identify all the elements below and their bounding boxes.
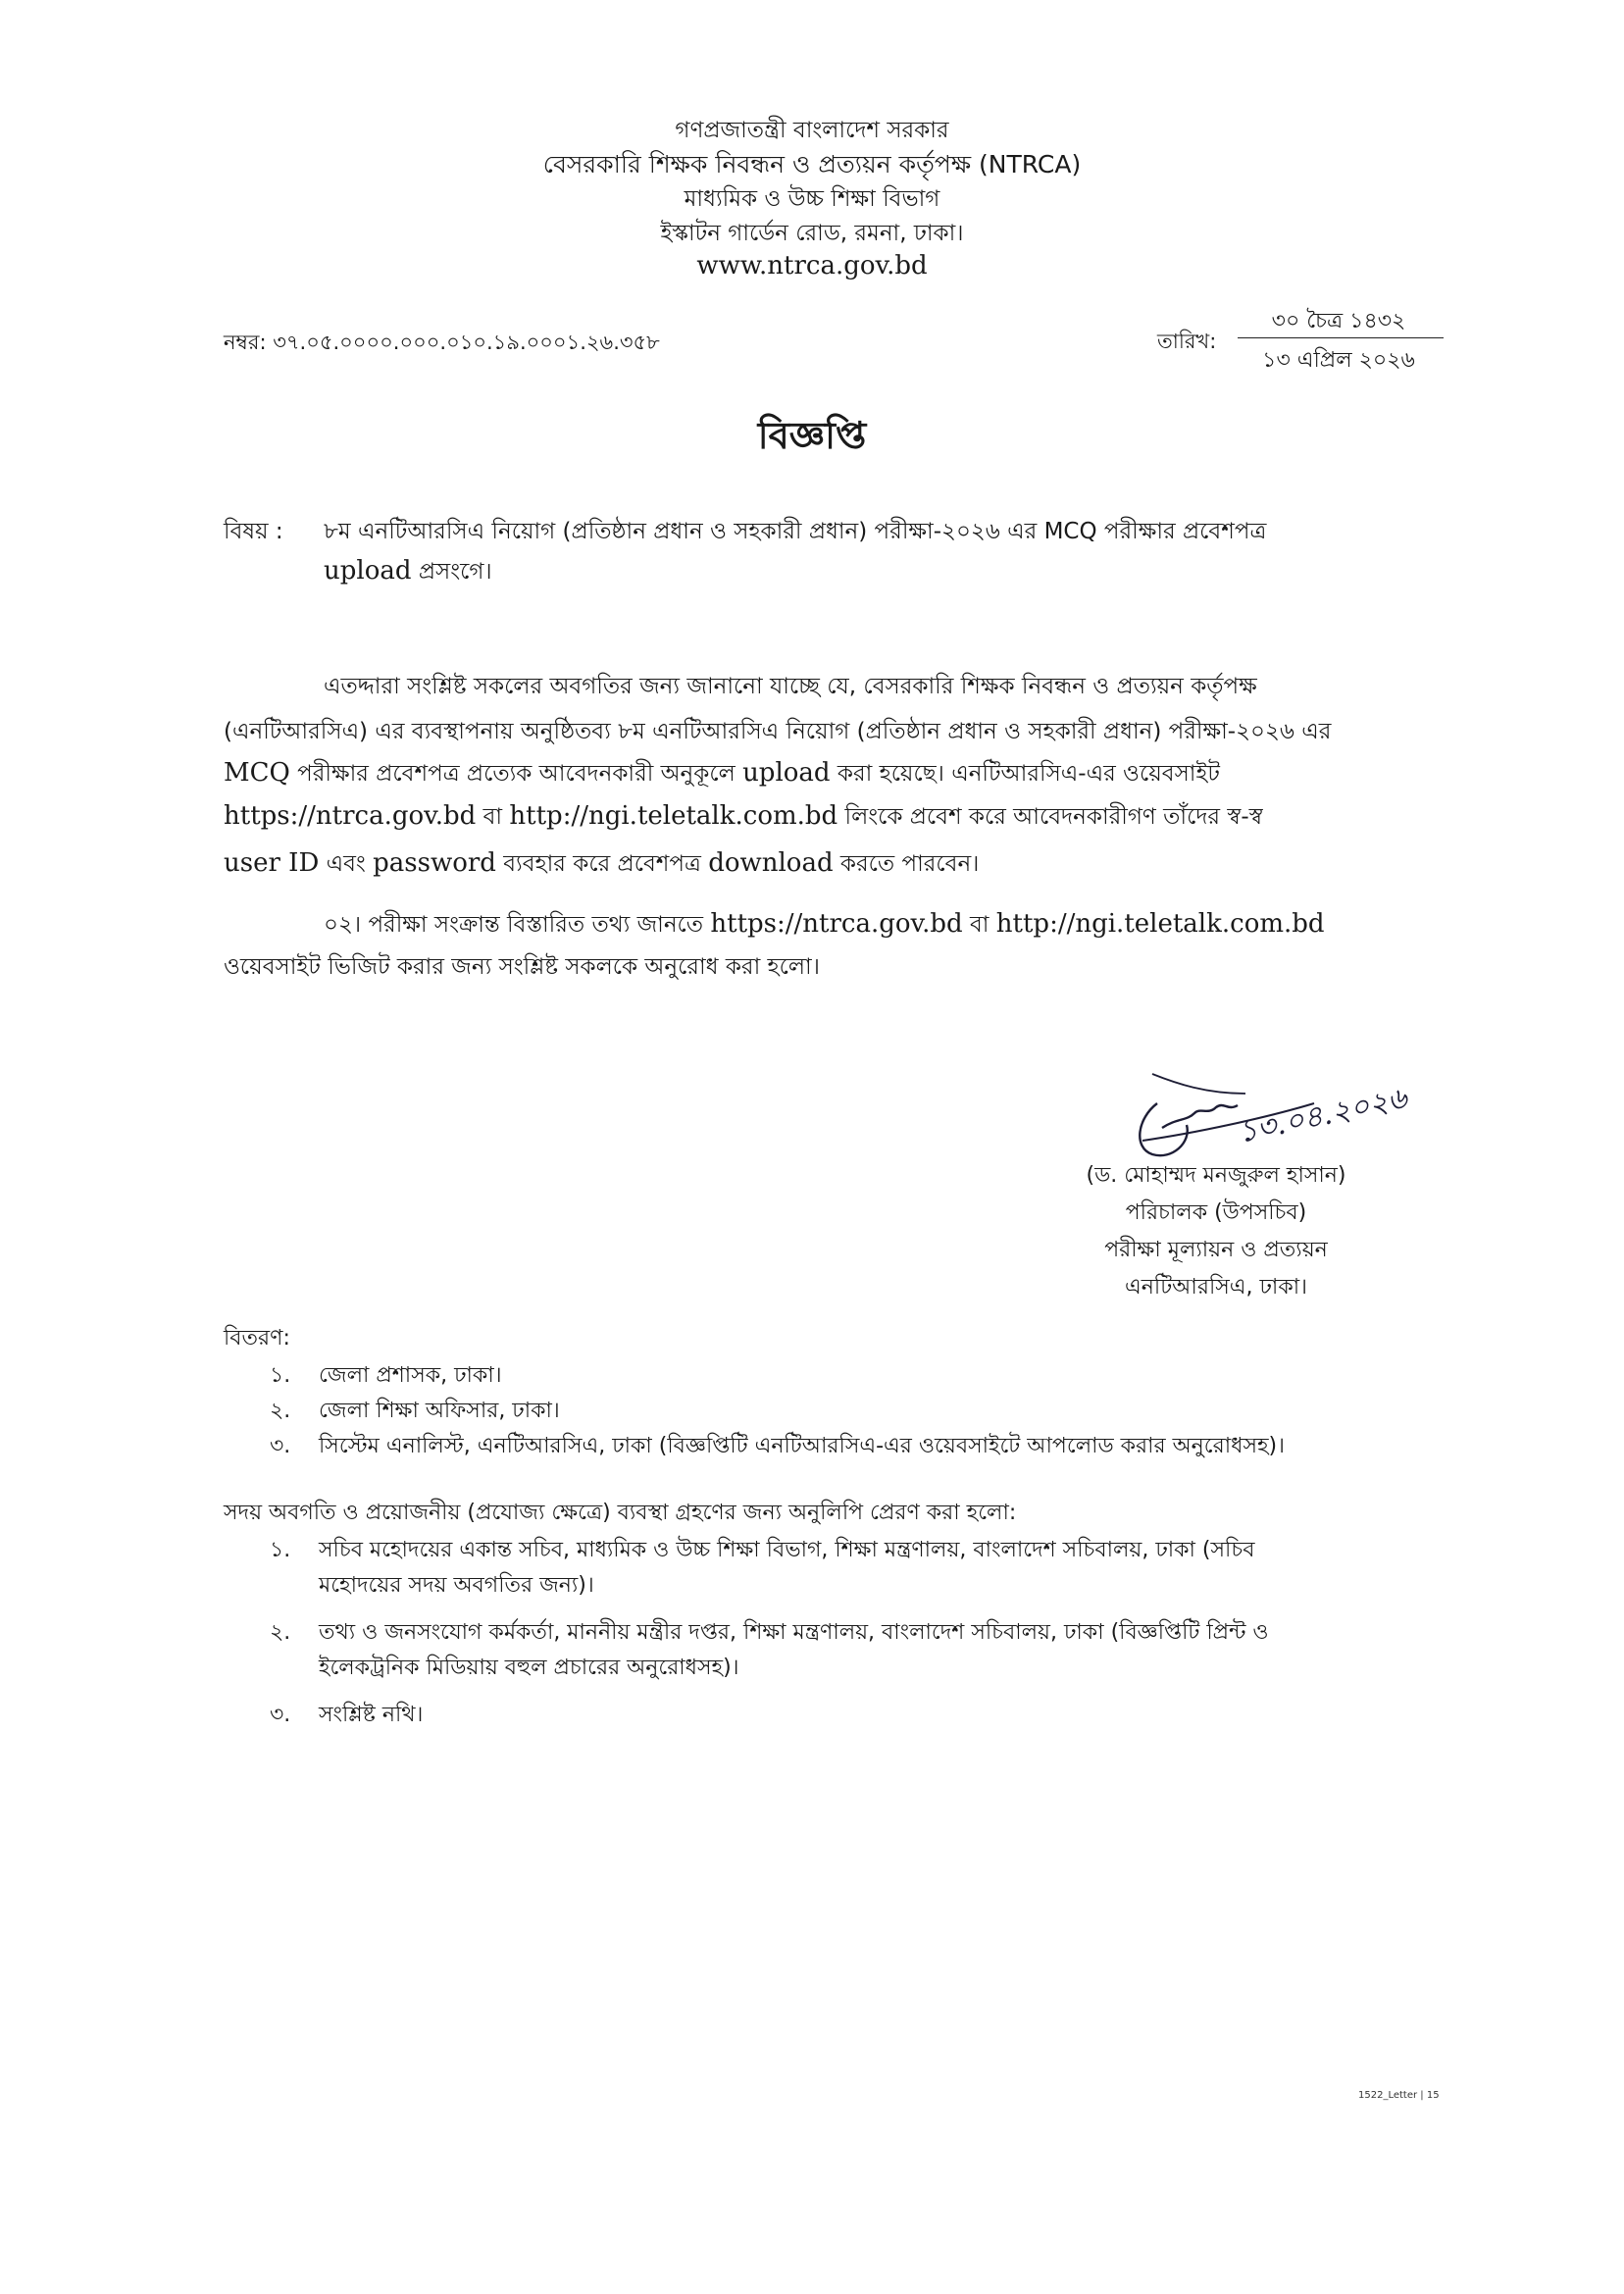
distribution-label: বিতরণ: [224,1326,290,1351]
body-p2-line-2: ওয়েবসাইট ভিজিট করার জন্য সংশ্লিষ্ট সকলকে অনুরোধ করা হলো। [224,954,820,980]
footer-code: 1522_Letter | 15 [1358,2090,1440,2101]
header-address: ইস্কাটন গার্ডেন রোড, রমনা, ঢাকা। [660,221,964,246]
body-p1-line-4: https://ntrca.gov.bd বা http://ngi.teletalk.com.bd লিংকে প্রবেশ করে আবেদনকারীগণ তাঁদের স্ব-স্ব [224,801,1263,831]
signatory-designation: পরিচালক (উপসচিব) [1125,1200,1307,1225]
subject-line-1: ৮ম এনটিআরসিএ নিয়োগ (প্রতিষ্ঠান প্রধান ও সহকারী প্রধান) পরীক্ষা-২০২৬ এর MCQ পরীক্ষার প্রবেশপত্র [324,519,1267,544]
copies-label: সদয় অবগতি ও প্রয়োজনীয় (প্রযোজ্য ক্ষেত্রে) ব্যবস্থা গ্রহণের জন্য অনুলিপি প্রেরণ করা হলো: [224,1501,1017,1525]
memo-number: নম্বর: ৩৭.০৫.০০০০.০০০.০১০.১৯.০০০১.২৬.৩৫৮ [224,331,660,354]
subject-line-2: upload প্রসংগে। [324,556,492,586]
header-gov-name: গণপ্রজাতন্ত্রী বাংলাদেশ সরকার [675,118,949,143]
signature-date: ১৩.০৪.২০২৬ [1235,1081,1410,1150]
copies-list: ১. সচিব মহোদয়ের একান্ত সচিব, মাধ্যমিক ও উচ্চ শিক্ষা বিভাগ, শিক্ষা মন্ত্রণালয়, বাংলাদেশ সচিবালয়, ঢাকা (সচিব মহোদয়ের সদয় অবগতির জন্য)। ২. তথ্য ও জনসংযোগ কর্মকর্তা, মাননীয় মন্ত্রীর দপ্তর, শিক্ষা মন্ত্রণালয়, বাংলাদেশ সচিবালয়, ঢাকা (বিজ্ঞপ্তিটি প্রিন্ট ও ইলেকট্রনিক মিডিয়ায় বহুল প্রচারের অনুরোধসহ)। ৩. সংশ্লিষ্ট নথি। [270,1538,1269,1727]
header-division: মাধ্যমিক ও উচ্চ শিক্ষা বিভাগ [684,186,940,212]
date-divider [1238,337,1444,338]
body-p2-line-1: ০২। পরীক্ষা সংক্রান্ত বিস্তারিত তথ্য জানতে https://ntrca.gov.bd বা http://ngi.teletalk.com.bd [324,909,1325,939]
signatory-name: (ড. মোহাম্মদ মনজুরুল হাসান) [1086,1163,1346,1188]
header-org-name: বেসরকারি শিক্ষক নিবন্ধন ও প্রত্যয়ন কর্তৃপক্ষ (NTRCA) [542,150,1082,178]
date-label: তারিখ: [1157,330,1217,353]
signatory-department: পরীক্ষা মূল্যায়ন ও প্রত্যয়ন [1104,1238,1328,1262]
signatory-office: এনটিআরসিএ, ঢাকা। [1125,1275,1307,1300]
header-website: www.ntrca.gov.bd [696,251,928,280]
date-english: ১৩ এপ্রিল ২০২৬ [1262,348,1415,373]
date-bangla: ৩০ চৈত্র ১৪৩২ [1271,309,1406,333]
page-title: বিজ্ঞপ্তি [757,414,867,457]
subject-label: বিষয় : [224,519,283,544]
distribution-list: ১. জেলা প্রশাসক, ঢাকা। ২. জেলা শিক্ষা অফিসার, ঢাকা। ৩. সিস্টেম এনালিস্ট, এনটিআরসিএ, ঢাকা (বিজ্ঞপ্তিটি এনটিআরসিএ-এর ওয়েবসাইটে আপলোড করার অনুরোধসহ)। [270,1363,1286,1458]
body-p1-line-5: user ID এবং password ব্যবহার করে প্রবেশপত্র download করতে পারবেন। [224,848,980,878]
handwritten-signature [1118,1064,1412,1172]
body-p1-line-2: (এনটিআরসিএ) এর ব্যবস্থাপনায় অনুষ্ঠিতব্য ৮ম এনটিআরসিএ নিয়োগ (প্রতিষ্ঠান প্রধান ও সহকারী প্রধান) পরীক্ষা-২০২৬ এর [224,719,1332,744]
body-p1-line-1: এতদ্দারা সংশ্লিষ্ট সকলের অবগতির জন্য জানানো যাচ্ছে যে, বেসরকারি শিক্ষক নিবন্ধন ও প্রত্যয়ন কর্তৃপক্ষ [324,674,1257,699]
signatory-block [1040,1157,1393,1306]
body-p1-line-3: MCQ পরীক্ষার প্রবেশপত্র প্রত্যেক আবেদনকারী অনুকূলে upload করা হয়েছে। এনটিআরসিএ-এর ওয়েবসাইট [224,758,1220,788]
